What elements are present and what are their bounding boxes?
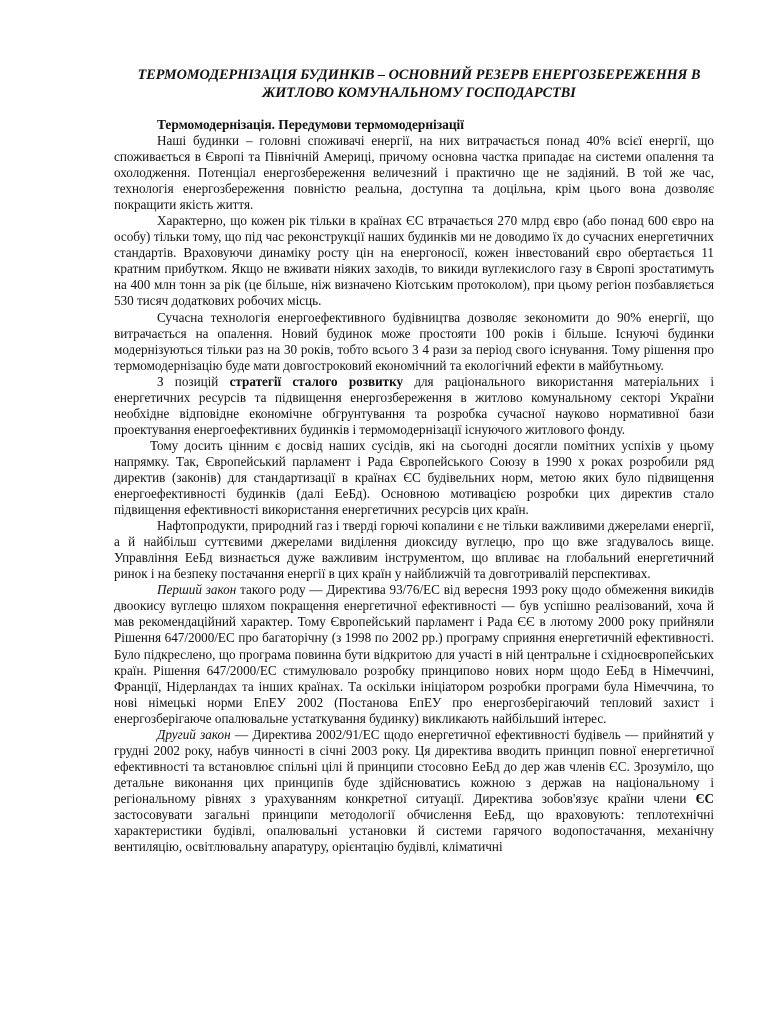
paragraph-5: Тому досить цінним є досвід наших сусідів, які на сьогодні досягли помітних успіхів у цьому напрямку. Так, Європейський парламент і Рада Європейського Союзу в 1990 х роках розробили ряд директив (законів) для стандартизації в країнах ЄС будівельних норм, метою яких було підвищення енергоефективності будинків (далі ЕеБд). Основною мотивацією розробки цих директив стало підвищення ефективності використання енергетичних ресурсів цих країн. [114,437,714,518]
paragraph-4-rest: для раціонального використання матеріальних і енергетичних ресурсів та підвищення енергозбереження в житлово комунальному секторі України необхідне відповідне економічне обгрунтування та розробка сучасної науково нормативної бази проектування енергоефективних будинків і термомодернізації існуючого житлового фонду. [114,373,715,437]
paragraph-4-emphasis: стратегії сталого розвитку [229,373,404,389]
paragraph-7 [114,582,714,726]
paragraph-1: Наші будинки – головні споживачі енергії, на них витрачається понад 40% всієї енергії, що споживається в Європі та Північній Америці, причому основна частка припадає на системи опалення та охолодження. Потенціал енергозбереження величезний і практично ще не задіяний. В той же час, технологія енергозбереження повністю реальна, доступна та доцільна, крім цього вона дозволяє покращити якість життя. [114,133,714,213]
paragraph-8-lead: Другий закон [157,726,231,742]
document-title: ТЕРМОМОДЕРНІЗАЦІЯ БУДИНКІВ – ОСНОВНИЙ РЕЗЕРВ ЕНЕРГОЗБЕРЕЖЕННЯ В ЖИТЛОВО КОМУНАЛЬНОМУ ГОСПОДАРСТВІ [137,67,701,101]
paragraph-3: Сучасна технологія енергоефективного будівництва дозволяє зекономити до 90% енергії, що витрачається на опалення. Новий будинок може простояти 100 років і більше. Існуючі будинки модернізуються тільки раз на 30 років, тобто всього 3 4 рази за період свого існування. Тому рішення про термомодернізацію буде мати довгостроковий економічний та екологічний ефекти в майбутньому. [114,309,714,373]
paragraph-6: Нафтопродукти, природний газ і тверді горючі копалини є не тільки важливими джерелами енергії, а й найбільш суттєвими джерелами виділення диоксиду вуглецю, про що вже згадувалось вище. Управління ЕеБд визнається дуже важливим інструментом, що впливає на глобальний енергетичний ринок і на безпеку постачання енергії в цих країн у найближчій та довготривалій перспективах. [114,518,714,582]
section-heading: Термомодернізація. Передумови термомодернізації [157,117,465,132]
paragraph-8-emphasis: ЄС [695,790,714,806]
document-page [114,66,714,855]
paragraph-2: Характерно, що кожен рік тільки в країнах ЄС втрачається 270 млрд євро (або понад 600 євро на особу) тільки тому, що під час реконструкції наших будинків ми не доводимо їх до сучасних енергетичних стандартів. Враховуючи динаміку росту цін на енергоносії, кожен інвестований євро обертається 11 кратним прибутком. Якщо не вживати ніяких заходів, то викиди вуглекислого газу в Європі зростатимуть на 400 млн тонн за рік (це більше, ніж визначено Кіотським протоколом), при цьому регіон позбавляється 530 тисяч додаткових робочих місць. [114,213,714,309]
paragraph-8-part-1: — Директива 2002/91/ЕС щодо енергетичної ефективності будівель — прийнятий у грудні 2002 року, набув чинності в січні 2003 року. Ця директива вводить принцип повної енергетичної ефективності та встановлює спільні цілі й принципи стосовно ЕеБд до дер жав членів ЄС. Зрозуміло, що детальне виконання цих принципів буде здійснюватись кожною з держав на національному і регіональному рівнях з урахуванням конкретної ситуації. Директива зобов'язує країни члени [114,726,715,806]
paragraph-4 [114,374,714,438]
paragraph-7-rest: такого роду — Директива 93/76/ЕС від вересня 1993 року щодо обмеження викидів двоокису вуглецю шляхом покращення енергетичної ефективності — був успішно реалізований, хоча й мав рекомендаційний характер. Тому Європейський парламент і Рада ЄЄ в лютому 2000 року прийняли Рішення 647/2000/ЕС про багаторічну (з 1998 по 2002 рр.) програму сприяння енергетичній ефективності. Було підкреслено, що програма повинна бути відкритою для участі в ній центральне і східноєвропейських країн. Рішення 647/2000/ЕС стимулювало розробку принципово нових норм щодо ЕеБд в Німеччині, Франції, Нідерландах та інших країнах. Та оскільки ініціатором розробки програми була Німеччина, то нові німецькі норми ЕпЕУ 2002 (Постанова ЕпЕУ про енергозберігаючий тепловий захист і енергозберігаюче опалювальне устаткування будинку) викликають найбільший інтерес. [114,582,714,726]
paragraph-7-lead: Перший закон [157,582,237,598]
paragraph-8 [114,727,714,855]
paragraph-4-lead: З позицій [157,373,230,389]
paragraph-8-part-2: застосовувати загальні принципи методології обчислення ЕеБд, що враховують: теплотехнічні характеристики будівлі, опалювальні установки й системи гарячого водопостачання, механічну вентиляцію, освітлювальну апаратуру, орієнтацію будівлі, кліматичні [114,806,714,855]
